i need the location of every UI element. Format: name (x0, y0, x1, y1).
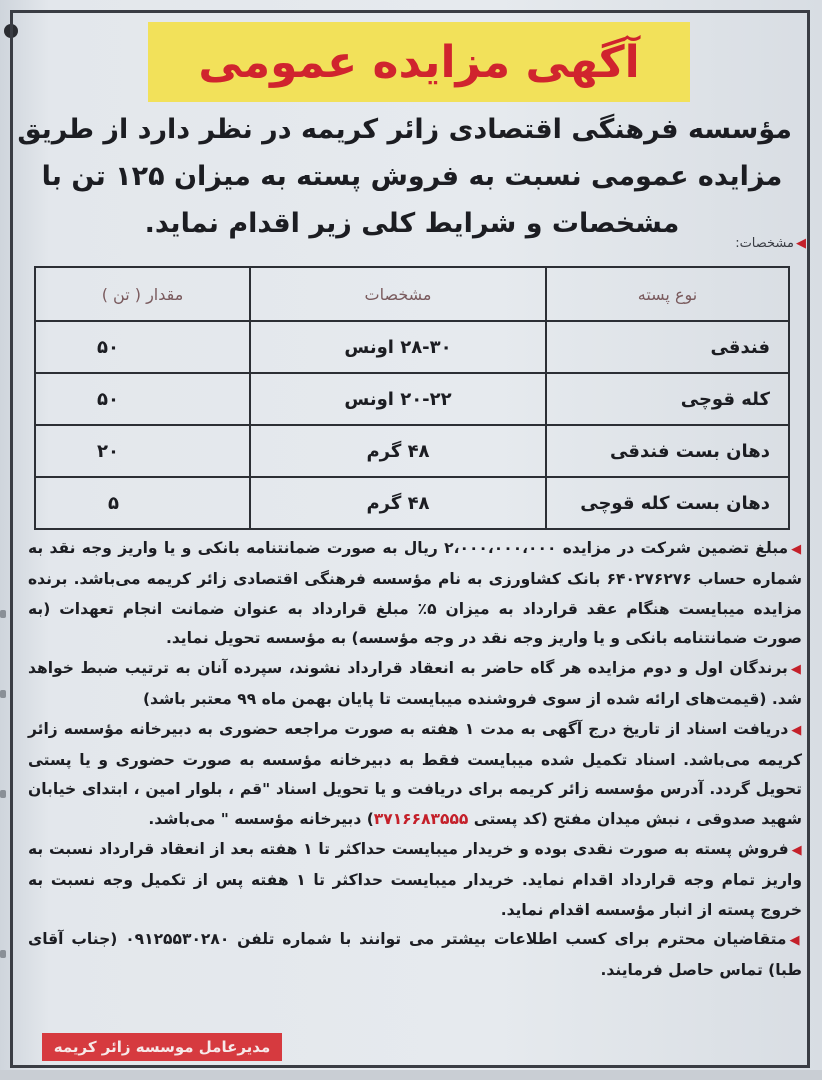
signature-badge: مدیرعامل موسسه زائر کریمه (42, 1033, 282, 1061)
red-arrow-icon: ◀ (791, 722, 803, 738)
cell-type: کله قوچی (546, 373, 789, 425)
table-row (35, 373, 789, 425)
cell-amount: ۵۰ (35, 321, 250, 373)
cell-type: دهان بست کله قوچی (546, 477, 789, 529)
spec-table (34, 266, 790, 530)
header-spec: مشخصات (250, 267, 546, 321)
intro-text (17, 106, 792, 247)
spec-label: ◀ مشخصات: (735, 236, 806, 251)
intro-line: مزایده عمومی نسبت به فروش پسته به میزان ۱۲۵ تن با (41, 161, 783, 192)
postal-code: ۳۷۱۶۶۸۳۵۵۵ (373, 810, 469, 829)
condition-payment: ◀فروش پسته به صورت نقدی بوده و خریدار میبایست حداکثر تا ۱ هفته بعد از انعقاد قرارداد نسبت به واریز تمام وجه قرارداد اقدام نماید. خریدار میبایست حداکثر تا ۱ هفته پس از تکمیل وجه نسبت به خروج پسته از انبار مؤسسه اقدام نماید. (28, 839, 802, 919)
bottom-divider (0, 1070, 822, 1080)
cell-type: فندقی (546, 321, 789, 373)
red-arrow-icon: ◀ (789, 933, 802, 949)
ad-title: آگهی مزایده عمومی (198, 36, 640, 88)
cell-amount: ۵۰ (35, 373, 250, 425)
account-number: ۶۴۰۲۷۶۲۷۶ (606, 569, 692, 588)
cell-spec: ۲۸-۳۰ اونس (250, 321, 546, 373)
condition-guarantee: ◀مبلغ تضمین شرکت در مزایده ۲،۰۰۰،۰۰۰،۰۰۰ ریال به صورت ضمانتنامه بانکی و یا واریز وجه نقد به شماره حساب ۶۴۰۲۷۶۲۷۶ بانک کشاورزی به نام مؤسسه فرهنگی اقتصادی زائر کریمه می‌باشد. برنده مزایده میبایست هنگام عقد قرارداد به میزان ۵٪ مبلغ قرارداد به عنوان ضمانت انجام تعهدات (به صورت ضمانتنامه بانکی و یا واریز وجه نقد در وجه مؤسسه) به مؤسسه تحویل نماید. (28, 539, 803, 648)
header-type: نوع پسته (546, 267, 789, 321)
conditions-text (28, 534, 802, 986)
cell-type: دهان بست فندقی (546, 425, 789, 477)
intro-line: مشخصات و شرایط کلی زیر اقدام نماید. (144, 208, 680, 239)
guarantee-percent: ۵٪ (417, 599, 437, 618)
condition-documents: ◀دریافت اسناد از تاریخ درج آگهی به مدت ۱ هفته به صورت مراجعه حضوری به دبیرخانه مؤسسه زائر کریمه می‌باشد. اسناد تکمیل شده میبایست فقط به دبیرخانه مؤسسه به صورت حضوری و یا پستی تحویل گردد. آدرس مؤسسه زائر کریمه برای دریافت و یا تحویل اسناد "قم ، بلوار امین ، ابتدای خیابان شهید صدوقی ، نبش میدان مفتح (کد پستی ۳۷۱۶۶۸۳۵۵۵) دبیرخانه مؤسسه " می‌باشد. (28, 719, 803, 829)
phone-number: ۰۹۱۲۵۵۳۰۲۸۰ (125, 930, 230, 949)
table-row (35, 425, 789, 477)
red-arrow-icon: ◀ (796, 236, 806, 251)
cell-spec: ۴۸ گرم (250, 477, 546, 529)
red-arrow-icon: ◀ (791, 542, 803, 557)
cell-spec: ۴۸ گرم (250, 425, 546, 477)
title-banner (148, 22, 690, 102)
table-row (35, 477, 789, 529)
red-arrow-icon: ◀ (791, 842, 802, 858)
cell-spec: ۲۰-۲۲ اونس (250, 373, 546, 425)
table-row (35, 321, 789, 373)
cell-amount: ۲۰ (35, 425, 250, 477)
condition-winners: ◀برندگان اول و دوم مزایده هر گاه حاضر به انعقاد قرارداد نشوند، سپرده آنان به ترتیب ضبط خواهد شد. (قیمت‌های ارائه شده از سوی فروشنده میبایست تا پایان بهمن ماه ۹۹ معتبر باشد) (28, 659, 802, 708)
header-amount: مقدار ( تن ) (35, 267, 250, 321)
guarantee-amount: ۲،۰۰۰،۰۰۰،۰۰۰ (444, 539, 557, 557)
intro-line: مؤسسه فرهنگی اقتصادی زائر کریمه در نظر دارد از طریق (17, 114, 792, 145)
red-arrow-icon: ◀ (790, 662, 802, 678)
condition-contact: ◀متقاضیان محترم برای کسب اطلاعات بیشتر می توانند با شماره تلفن ۰۹۱۲۵۵۳۰۲۸۰ (جناب آقای طبا) تماس حاصل فرمایند. (28, 930, 802, 980)
cell-amount: ۵ (35, 477, 250, 529)
table-header-row (35, 267, 789, 321)
left-margin-strip (0, 0, 10, 1080)
